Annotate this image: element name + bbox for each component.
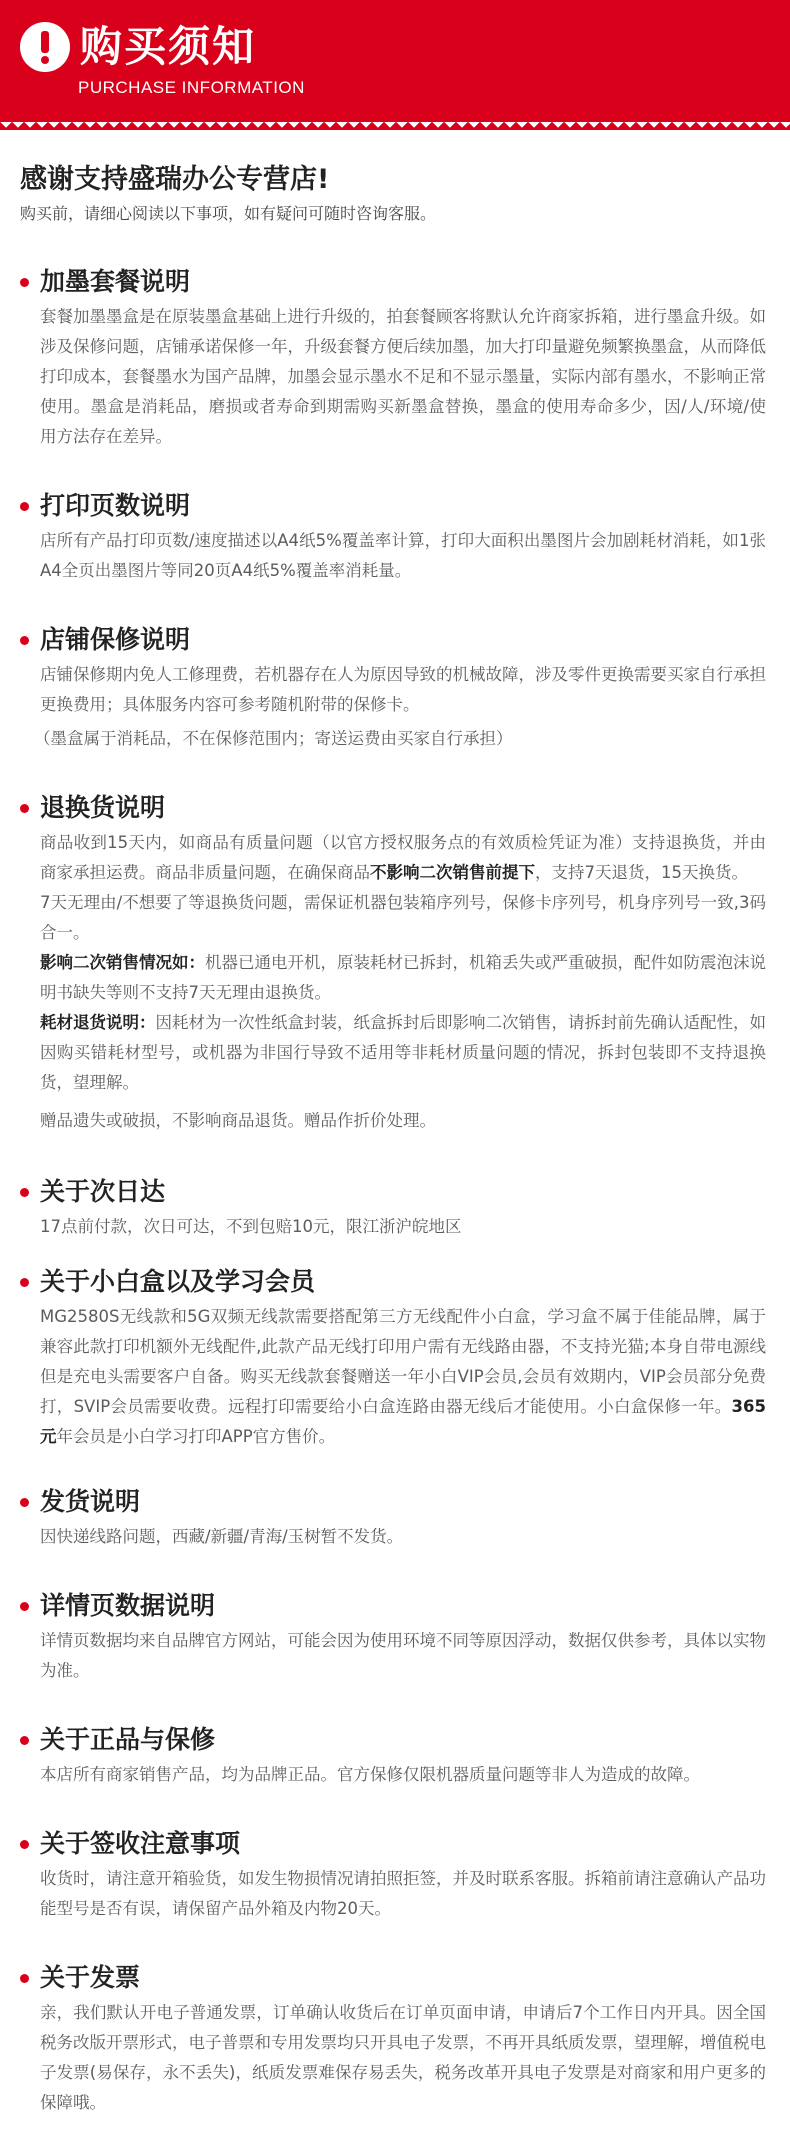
section-body <box>40 1626 766 1686</box>
section-body <box>40 1522 766 1552</box>
section-body <box>40 1998 766 2118</box>
section-signing <box>0 1824 790 1924</box>
text-run: 机器已通电开机，原装耗材已拆封，机箱丢失或严重破损，配件如防震泡沫说明书缺失等则不支持7天无理由退换货。 <box>40 953 766 1002</box>
section-paragraph: 亲，我们默认开电子普通发票，订单确认收货后在订单页面申请，申请后7个工作日内开具。因全国税务改版开票形式，电子普票和专用发票均只开具电子发票，不再开具纸质发票，望理解，增值税电子发票(易保存，永不丢失)，纸质发票难保存易丢失，税务改革开具电子发票是对商家和用户更多的保障哦。 <box>40 2003 766 2112</box>
section-paragraph: 详情页数据均来自品牌官方网站，可能会因为使用环境不同等原因浮动，数据仅供参考，具体以实物为准。 <box>40 1631 766 1680</box>
bullet-dot-icon <box>20 278 29 287</box>
section-returns <box>0 788 790 1136</box>
intro-title: 感谢支持盛瑞办公专营店! <box>20 164 330 195</box>
section-title: 发货说明 <box>40 1487 141 1516</box>
bold-text: 不影响二次销售前提下 <box>370 863 535 882</box>
section-title: 加墨套餐说明 <box>40 267 191 296</box>
section-ink-package <box>0 262 790 452</box>
section-paragraph: 赠品遗失或破损，不影响商品退货。赠品作折价处理。 <box>40 1111 436 1130</box>
section-paragraph: 7天无理由/不想要了等退换货问题，需保证机器包装箱序列号，保修卡序列号，机身序列号一致,3码合一。 <box>40 893 766 942</box>
section-store-warranty <box>0 620 790 754</box>
bullet-dot-icon <box>20 1498 29 1507</box>
section-title: 退换货说明 <box>40 793 166 822</box>
text-run: MG2580S无线款和5G双频无线款需要搭配第三方无线配件小白盒，学习盒不属于佳能品牌，属于兼容此款打印机额外无线配件,此款产品无线打印用户需有无线路由器，不支持光猫;本身自带电源线但是充电头需要客户自备。购买无线款套餐赠送一年小白VIP会员,会员有效期内，VIP会员部分免费打，SVIP会员需要收费。远程打印需要给小白盒连路由器无线后才能使用。小白盒保修一年。 <box>40 1307 766 1416</box>
section-note: （墨盒属于消耗品，不在保修范围内；寄送运费由买家自行承担） <box>34 729 513 748</box>
section-body <box>40 1302 766 1452</box>
section-body <box>40 1760 766 1790</box>
bold-text: 耗材退货说明： <box>40 1013 156 1032</box>
bullet-dot-icon <box>20 1188 29 1197</box>
section-genuine <box>0 1720 790 1790</box>
section-title: 店铺保修说明 <box>40 625 191 654</box>
bullet-dot-icon <box>20 1736 29 1745</box>
bullet-dot-icon <box>20 502 29 511</box>
section-body <box>34 660 766 754</box>
bullet-dot-icon <box>20 636 29 645</box>
section-paragraph <box>40 1302 766 1452</box>
page-title: 购买须知 <box>80 22 257 71</box>
section-paragraph <box>40 828 766 888</box>
exclamation-icon <box>20 22 70 72</box>
intro-desc: 购买前，请细心阅读以下事项，如有疑问可随时咨询客服。 <box>20 204 437 223</box>
section-paragraph: 店铺保修期内免人工修理费，若机器存在人为原因导致的机械故障，涉及零件更换需要买家自行承担更换费用；具体服务内容可参考随机附带的保修卡。 <box>40 665 766 714</box>
section-paragraph: 套餐加墨墨盒是在原装墨盒基础上进行升级的，拍套餐顾客将默认允许商家拆箱，进行墨盒升级。如涉及保修问题，店铺承诺保修一年，升级套餐方便后续加墨，加大打印量避免频繁换墨盒，从而降低打印成本，套餐墨水为国产品牌，加墨会显示墨水不足和不显示墨量，实际内部有墨水，不影响正常使用。墨盒是消耗品，磨损或者寿命到期需购买新墨盒替换，墨盒的使用寿命多少，因/人/环境/使用方法存在差异。 <box>40 307 766 446</box>
section-paragraph: 本店所有商家销售产品，均为品牌正品。官方保修仅限机器质量问题等非人为造成的故障。 <box>40 1765 700 1784</box>
section-print-pages <box>0 486 790 586</box>
text-run: 年会员是小白学习打印APP官方售价。 <box>56 1427 336 1446</box>
section-body <box>40 526 766 586</box>
section-title: 关于小白盒以及学习会员 <box>40 1267 316 1296</box>
bullet-dot-icon <box>20 1278 29 1287</box>
section-paragraph: 因快递线路问题，西藏/新疆/青海/玉树暂不发货。 <box>40 1527 404 1546</box>
section-title: 关于发票 <box>40 1963 141 1992</box>
section-body <box>40 302 766 452</box>
section-body <box>40 828 766 1136</box>
bold-text: 影响二次销售情况如： <box>40 953 205 972</box>
section-white-box <box>0 1262 790 1452</box>
header-banner <box>0 0 790 130</box>
section-title: 关于次日达 <box>40 1177 166 1206</box>
page-subtitle: PURCHASE INFORMATION <box>78 78 305 97</box>
section-paragraph: 店所有产品打印页数/速度描述以A4纸5%覆盖率计算，打印大面积出墨图片会加剧耗材消耗，如1张A4全页出墨图片等同20页A4纸5%覆盖率消耗量。 <box>40 531 766 580</box>
bold-text: 365元 <box>40 1397 766 1446</box>
bullet-dot-icon <box>20 804 29 813</box>
section-title: 详情页数据说明 <box>40 1591 216 1620</box>
section-detail-data <box>0 1586 790 1686</box>
section-paragraph: 收货时，请注意开箱验货，如发生物损情况请拍照拒签，并及时联系客服。拆箱前请注意确认产品功能型号是否有误，请保留产品外箱及内物20天。 <box>40 1869 766 1918</box>
section-paragraph: 17点前付款，次日可达，不到包赔10元，限江浙沪皖地区 <box>40 1217 462 1236</box>
section-body <box>40 1212 766 1242</box>
intro <box>0 130 790 228</box>
section-invoice <box>0 1958 790 2118</box>
section-title: 关于签收注意事项 <box>40 1829 241 1858</box>
section-shipping <box>0 1482 790 1552</box>
zigzag-divider <box>0 122 790 130</box>
section-paragraph <box>40 948 766 1008</box>
bullet-dot-icon <box>20 1840 29 1849</box>
text-run: 商品收到15天内，如商品有质量问题（以官方授权服务点的有效质检凭证为准）支持退换货，并由商家承担运费。商品非质量问题，在确保商品 <box>40 833 766 882</box>
text-run: ，支持7天退货，15天换货。 <box>535 863 748 882</box>
notice-sections <box>0 262 790 2118</box>
bullet-dot-icon <box>20 1602 29 1611</box>
section-title: 关于正品与保修 <box>40 1725 216 1754</box>
section-paragraph <box>40 1008 766 1098</box>
section-body <box>40 1864 766 1924</box>
section-title: 打印页数说明 <box>40 491 191 520</box>
bullet-dot-icon <box>20 1974 29 1983</box>
text-run: 因耗材为一次性纸盒封装，纸盒拆封后即影响二次销售，请拆封前先确认适配性，如因购买错耗材型号，或机器为非国行导致不适用等非耗材质量问题的情况，拆封包装即不支持退换货，望理解。 <box>40 1013 766 1092</box>
section-next-day <box>0 1172 790 1242</box>
